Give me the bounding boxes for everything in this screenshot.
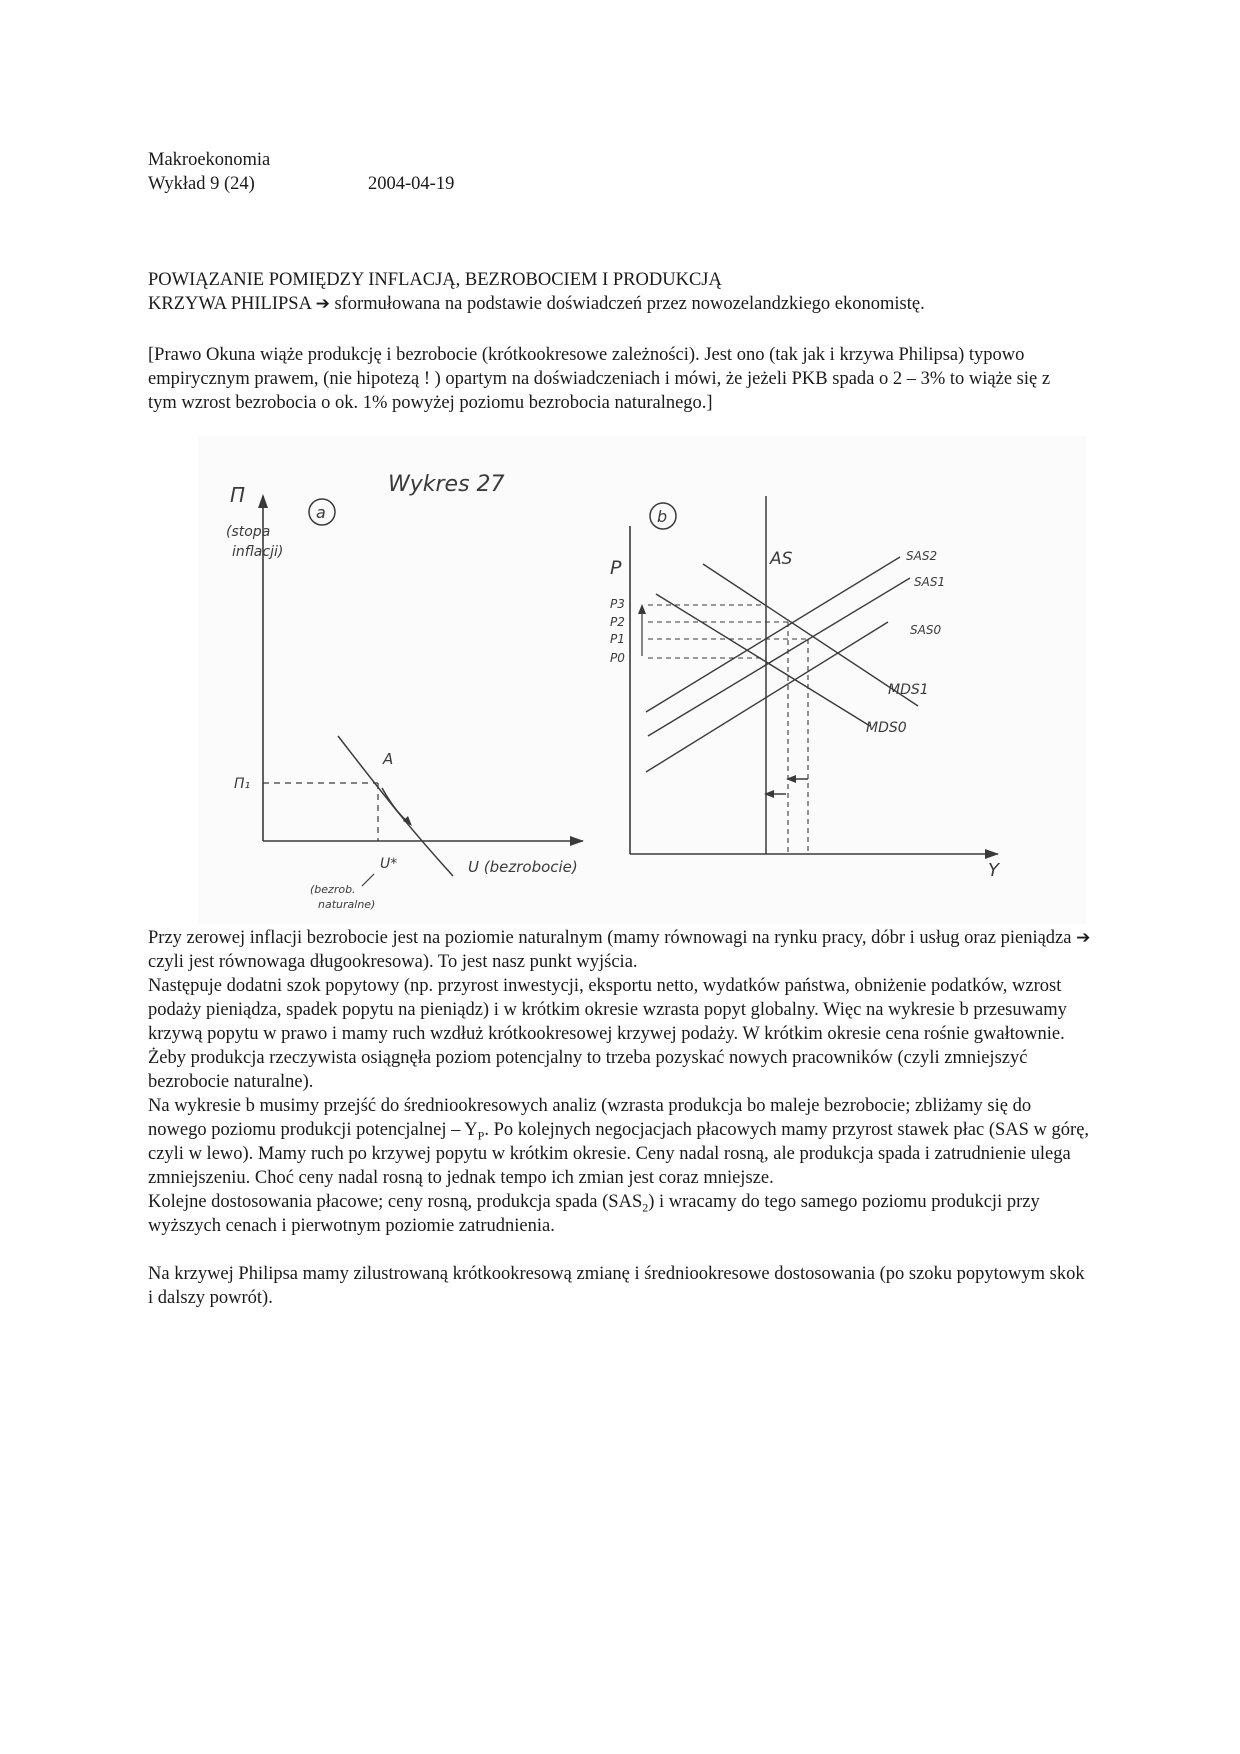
panel-b-x-label: Y bbox=[988, 860, 999, 881]
panel-a-y-label: Π bbox=[230, 483, 246, 507]
point-a-label: A bbox=[383, 750, 394, 768]
right-arrow-icon: ➔ bbox=[315, 294, 330, 314]
u-star-note-1: (bezrob. bbox=[310, 883, 356, 896]
paragraph-5-text-b: ) i wracamy do tego samego poziomu produkcji przy wyższych cenach i pierwotnym poziomie zatrudnienia. bbox=[148, 1192, 1040, 1236]
phillips-curve-label: KRZYWA PHILIPSA bbox=[148, 294, 311, 314]
paragraph-5 bbox=[148, 1190, 1093, 1238]
figure-svg bbox=[198, 436, 1086, 924]
paragraph-5-subscript: 2 bbox=[642, 1200, 649, 1215]
panel-a-y-note-2: inflacji) bbox=[232, 544, 284, 560]
sas1-label: SAS1 bbox=[914, 575, 946, 589]
u-star-note-2: naturalne) bbox=[318, 898, 376, 911]
paragraph-2: Następuje dodatni szok popytowy (np. przyrost inwestycji, eksportu netto, wydatków państwa, obniżenie podatków, wzrost podaży pieniądza, spadek popytu na pieniądz) i w krótkim okresie wzrasta popyt globalny. Więc na wykresie b przesuwamy krzywą popytu w prawo i mamy ruch wzdłuż krótkookresowej krzywej podaży. W krótkim okresie cena rośnie gwałtownie. bbox=[148, 976, 1067, 1044]
figure-caption: Wykres 27 bbox=[388, 472, 505, 497]
paragraph-4-text-a: Na wykresie b musimy przejść do średniookresowych analiz (wzrasta produkcja bo maleje bezrobocie; zbliżamy się do nowego poziomu produkcji potencjalnej – Y bbox=[148, 1096, 1032, 1140]
paragraph-3: Żeby produkcja rzeczywista osiągnęła poziom potencjalny to trzeba pozyskać nowych pracowników (czyli zmniejszyć bezrobocie naturalne). bbox=[148, 1048, 1028, 1092]
panel-a-y-note-1: (stopa bbox=[226, 524, 271, 540]
date-label: 2004-04-19 bbox=[368, 174, 455, 194]
paragraph-5-text-a: Kolejne dostosowania płacowe; ceny rosną, produkcja spada (SAS bbox=[148, 1192, 643, 1212]
body-text bbox=[148, 926, 1093, 1310]
paragraph-4-text-b: . Po kolejnych negocjacjach płacowych mamy przyrost stawek płac (SAS w górę, czyli w lewo). Mamy ruch po krzywej popytu w krótkim okresie. Ceny nadal rosną, ale produkcja spada i zatrudnienie ulega zmniejszeniu. Choć ceny nadal rosną to jednak tempo ich zmian jest coraz mniejsze. bbox=[148, 1120, 1090, 1188]
title-block bbox=[148, 268, 1108, 316]
panel-b-y-label: P bbox=[610, 557, 622, 579]
sas2-label: SAS2 bbox=[906, 549, 938, 563]
sas0-label: SAS0 bbox=[910, 623, 942, 637]
p0-label: P0 bbox=[610, 651, 625, 665]
paragraph-6: Na krzywej Philipsa mamy zilustrowaną krótkookresową zmianę i średniookresowe dostosowania (po szoku popytowym skok i dalszy powrót). bbox=[148, 1264, 1085, 1308]
p2-label: P2 bbox=[610, 615, 625, 629]
pi1-label: Π₁ bbox=[234, 776, 251, 792]
panel-a-x-label: U (bezrobocie) bbox=[468, 858, 578, 876]
u-star-label: U* bbox=[380, 856, 398, 872]
right-arrow-icon: ➔ bbox=[1076, 928, 1091, 948]
paragraph-gap bbox=[148, 1238, 1093, 1262]
mds0-label: MDS0 bbox=[866, 720, 907, 736]
lecture-label: Wykład 9 (24) bbox=[148, 174, 255, 194]
figure-background bbox=[198, 436, 1086, 924]
phillips-curve-line bbox=[148, 292, 1108, 316]
paragraph-1 bbox=[148, 926, 1093, 974]
paragraph-4 bbox=[148, 1094, 1093, 1190]
section-title: POWIĄZANIE POMIĘDZY INFLACJĄ, BEZROBOCIEM I PRODUKCJĄ bbox=[148, 270, 722, 290]
document-header bbox=[148, 148, 454, 196]
mds1-label: MDS1 bbox=[888, 682, 929, 698]
paragraph-1-text-b: czyli jest równowaga długookresowa). To jest nasz punkt wyjścia. bbox=[148, 952, 638, 972]
panel-b-marker: b bbox=[657, 507, 668, 526]
phillips-curve-text: sformułowana na podstawie doświadczeń przez nowozelandzkiego ekonomistę. bbox=[334, 294, 925, 314]
p1-label: P1 bbox=[610, 632, 625, 646]
paragraph-4-subscript: P bbox=[477, 1128, 485, 1143]
figure-wykres-27 bbox=[198, 436, 1086, 924]
subject-label: Makroekonomia bbox=[148, 150, 271, 170]
panel-a-marker: a bbox=[316, 503, 326, 522]
p3-label: P3 bbox=[610, 597, 625, 611]
paragraph-1-text-a: Przy zerowej inflacji bezrobocie jest na poziomie naturalnym (mamy równowagi na rynku pracy, dóbr i usług oraz pieniądza bbox=[148, 928, 1072, 948]
okun-law-note: [Prawo Okuna wiąże produkcję i bezrobocie (krótkookresowe zależności). Jest ono (tak jak i krzywa Philipsa) typowo empirycznym prawem, (nie hipotezą ! ) opartym na doświadczeniach i mówi, że jeżeli PKB spada o 2 – 3% to wiąże się z tym wzrost bezrobocia o ok. 1% powyżej poziomu bezrobocia naturalnego.] bbox=[148, 345, 1051, 413]
as-label: AS bbox=[770, 549, 793, 569]
